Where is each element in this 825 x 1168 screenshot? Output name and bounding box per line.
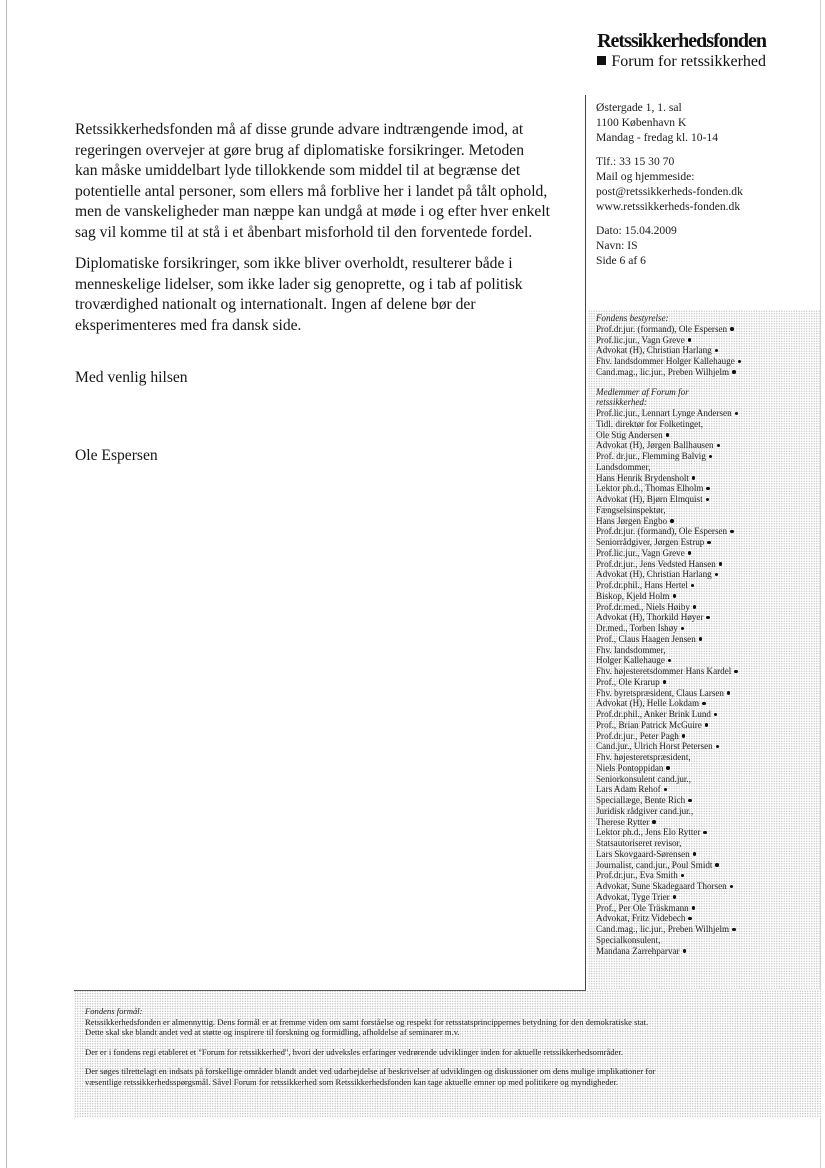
- member-name: Prof.dr.jur. (formand), Ole Espersen: [596, 526, 728, 537]
- bullet-dot-icon: [693, 852, 697, 856]
- bullet-dot-icon: [730, 885, 734, 889]
- bullet-dot-icon: [688, 917, 692, 921]
- org-name: Retssikkerhedsfonden: [597, 30, 766, 52]
- member-name: Fhv. landsdommer Holger Kallehauge: [596, 356, 735, 366]
- member-entry: [596, 806, 821, 817]
- member-entry: [596, 709, 821, 720]
- member-name: Prof.dr.med., Niels Høiby: [596, 601, 690, 612]
- member-name: Dr.med., Torben Ishøy: [596, 623, 678, 633]
- square-bullet-icon: [597, 56, 606, 65]
- member-name: Advokat, Sune Skadegaard Thorsen: [596, 881, 727, 891]
- member-entry: [596, 345, 821, 356]
- bullet-dot-icon: [738, 360, 742, 364]
- paragraph-line: menneskelige lidelser, som ikke lader sig genoprette, og i tab af politisk: [75, 275, 523, 293]
- footer-heading: Fondens formål:: [85, 1006, 143, 1016]
- member-name: Biskop, Kjeld Holm: [596, 590, 670, 601]
- member-name: Cand.jur., Ulrich Horst Petersen: [596, 741, 713, 752]
- column-divider: [585, 95, 586, 990]
- member-entry: [596, 591, 821, 602]
- member-entry: [596, 494, 821, 505]
- member-name: Fhv. højesteretspræsident,: [596, 752, 691, 762]
- bullet-dot-icon: [705, 723, 709, 727]
- members-column: [596, 313, 821, 956]
- member-entry: [596, 559, 821, 570]
- member-name: Prof., Ole Krarup: [596, 676, 660, 687]
- member-name: Prof.dr.jur. (formand), Ole Espersen: [596, 323, 728, 334]
- bullet-dot-icon: [706, 616, 710, 620]
- bullet-dot-icon: [668, 659, 672, 663]
- member-entry: [596, 763, 821, 774]
- member-entry: [596, 946, 821, 957]
- member-entry: [596, 356, 821, 367]
- footer-line: væsentlige retssikkerhedsspørgsmål. Såvel Forum for retssikkerhed som Retssikkerhedsfonden kan tage aktuelle emner op med politikere og myndigheder.: [85, 1076, 619, 1087]
- member-name: Lektor ph.d., Thomas Elholm: [596, 483, 704, 494]
- member-entry: [596, 430, 821, 441]
- bullet-dot-icon: [673, 895, 677, 899]
- member-entry: [596, 612, 821, 623]
- member-entry: [596, 569, 821, 580]
- member-name: Landsdommer,: [596, 461, 651, 472]
- letter-date: Dato: 15.04.2009: [596, 224, 677, 237]
- bullet-dot-icon: [730, 530, 734, 534]
- member-name: Prof.lic.jur., Lennart Lynge Andersen: [596, 408, 732, 418]
- member-name: Prof., Brian Patrick McGuire: [596, 719, 702, 730]
- member-name: Lars Adam Rehof: [596, 784, 661, 795]
- member-name: Advokat (H), Christian Harlang: [596, 569, 712, 580]
- bullet-dot-icon: [673, 594, 677, 598]
- member-name: Fhv. højesteretsdommer Hans Kardel: [596, 666, 732, 676]
- address-street: Østergade 1, 1. sal: [596, 101, 682, 114]
- member-name: Advokat (H), Thorkild Høyer: [596, 612, 704, 623]
- member-entry: [596, 408, 821, 419]
- member-entry: [596, 913, 821, 924]
- member-entry: [596, 645, 821, 656]
- phone-number: Tlf.: 33 15 30 70: [596, 155, 675, 168]
- member-name: Prof.dr.jur., Jens Vedsted Hansen: [596, 558, 716, 569]
- paragraph-line: Diplomatiske forsikringer, som ikke bliver overholdt, resulterer både i: [75, 255, 513, 272]
- bullet-dot-icon: [714, 713, 718, 717]
- member-entry: [596, 849, 821, 860]
- footer-purpose: [85, 1006, 815, 1087]
- member-name: Lars Skovgaard-Sørensen: [596, 848, 690, 859]
- member-entry: [596, 548, 821, 559]
- paragraph-line: men de vanskeligheder man næppe kan undgå at møde i og efter hver enkelt: [75, 203, 551, 220]
- member-entry: [596, 526, 821, 537]
- footer-line: Dette skal ske blandt andet ved at støtte og inspirere til forskning og formidling, afholdelse af seminarer m.v.: [85, 1027, 460, 1037]
- member-name: Specialkonsulent,: [596, 934, 661, 945]
- member-name: Prof.lic.jur., Vagn Greve: [596, 547, 685, 558]
- bullet-dot-icon: [682, 734, 686, 738]
- org-subtitle: [586, 53, 766, 71]
- paragraph-line: sag vil komme til at stå i et åbenbart misforhold til den forventede fordel.: [75, 223, 533, 241]
- member-entry: [596, 324, 821, 335]
- closing-greeting: Med venlig hilsen: [75, 369, 188, 386]
- bullet-dot-icon: [693, 605, 697, 609]
- member-entry: [596, 827, 821, 838]
- member-name: Journalist, cand.jur., Poul Smidt: [596, 859, 713, 870]
- paragraph-line: troværdighed nationalt og internationalt. Ingen af delene bør der: [75, 296, 476, 313]
- bullet-dot-icon: [727, 691, 731, 695]
- member-entry: [596, 741, 821, 752]
- bullet-dot-icon: [692, 476, 696, 480]
- footer-divider: [74, 990, 586, 991]
- member-entry: [596, 881, 821, 892]
- member-entry: [596, 602, 821, 613]
- member-entry: [596, 698, 821, 709]
- member-entry: [596, 752, 821, 763]
- member-name: Hans Jørgen Engbo: [596, 515, 668, 526]
- member-entry: [596, 537, 821, 548]
- contact-block: [596, 100, 821, 268]
- signature-name: Ole Espersen: [75, 447, 158, 464]
- member-entry: [596, 935, 821, 946]
- member-name: Prof., Claus Haagen Jensen: [596, 633, 696, 644]
- member-name: Statsautoriseret revisor,: [596, 838, 682, 848]
- author-initials: Navn: IS: [596, 239, 638, 252]
- bullet-dot-icon: [670, 519, 674, 523]
- member-entry: [596, 462, 821, 473]
- paragraph-line: Retssikkerhedsfonden må af disse grunde advare indtrængende imod, at: [75, 121, 524, 138]
- bullet-dot-icon: [734, 670, 738, 674]
- member-name: Prof.dr.phil., Anker Brink Lund: [596, 709, 711, 719]
- member-name: Prof. dr.jur., Flemming Balvig: [596, 451, 706, 461]
- bullet-dot-icon: [683, 949, 687, 953]
- bullet-dot-icon: [730, 327, 734, 331]
- paragraph-line: eksperimenteres med fra dansk side.: [75, 316, 302, 334]
- bullet-dot-icon: [702, 702, 706, 706]
- bullet-dot-icon: [706, 487, 710, 491]
- bullet-dot-icon: [664, 788, 668, 792]
- member-entry: [596, 677, 821, 688]
- member-name: Speciallæge, Bente Rich: [596, 795, 686, 805]
- member-entry: [596, 666, 821, 677]
- member-entry: [596, 774, 821, 785]
- member-name: Cand.mag., lic.jur., Preben Wilhjelm: [596, 924, 730, 934]
- member-entry: [596, 924, 821, 935]
- member-entry: [596, 892, 821, 903]
- member-entry: [596, 440, 821, 451]
- bullet-dot-icon: [716, 745, 720, 749]
- member-name: Mandana Zarrehparvar: [596, 945, 680, 956]
- footer-line: Der er i fondens regi etableret et "Forum for retssikkerhed", hvori der udveksles erfaringer vedrørende udviklinger inden for aktuelle retssikkerhedsområder.: [85, 1046, 623, 1057]
- paragraph-1: [75, 120, 565, 243]
- bullet-dot-icon: [652, 820, 656, 824]
- bullet-dot-icon: [691, 584, 695, 588]
- footer-line: Retssikkerhedsfonden er almennyttig. Dens formål er at fremme viden om samt forståelse og respekt for retsstatsprincippernes betydning for den demokratiske stat.: [85, 1016, 649, 1027]
- bullet-dot-icon: [706, 498, 710, 502]
- member-entry: [596, 817, 821, 828]
- bullet-dot-icon: [666, 433, 670, 437]
- bullet-dot-icon: [735, 412, 739, 416]
- member-name: Juridisk rådgiver cand.jur.,: [596, 805, 694, 816]
- bullet-dot-icon: [681, 874, 685, 878]
- member-name: Ole Stig Andersen: [596, 429, 663, 440]
- member-entry: [596, 784, 821, 795]
- paragraph-2: [75, 254, 565, 336]
- bullet-dot-icon: [688, 551, 692, 555]
- member-name: Cand.mag., lic.jur., Preben Wilhjelm: [596, 366, 730, 377]
- member-name: Prof.dr.jur., Peter Pagh: [596, 730, 679, 741]
- page-number: Side 6 af 6: [596, 254, 646, 267]
- member-entry: [596, 634, 821, 645]
- member-entry: [596, 335, 821, 346]
- bullet-dot-icon: [681, 627, 685, 631]
- member-name: Holger Kallehauge: [596, 655, 665, 666]
- member-name: Fhv. byretspræsident, Claus Larsen: [596, 687, 724, 698]
- bullet-dot-icon: [688, 338, 692, 342]
- member-entry: [596, 505, 821, 516]
- member-name: Prof.dr.jur., Eva Smith: [596, 870, 678, 881]
- member-name: Advokat, Fritz Videbech: [596, 913, 686, 924]
- member-entry: [596, 516, 821, 527]
- office-hours: Mandag - fredag kl. 10-14: [596, 131, 719, 144]
- bullet-dot-icon: [703, 831, 707, 835]
- bullet-dot-icon: [688, 799, 692, 803]
- member-name: Prof.lic.jur., Vagn Greve: [596, 334, 685, 345]
- member-entry: [596, 655, 821, 666]
- paragraph-line: regeringen overvejer at gøre brug af diplomatiske forsikringer. Metoden: [75, 141, 525, 159]
- bullet-dot-icon: [709, 455, 713, 459]
- bullet-dot-icon: [692, 906, 696, 910]
- bullet-dot-icon: [715, 863, 719, 867]
- website-address: www.retssikkerheds-fonden.dk: [596, 200, 741, 213]
- bullet-dot-icon: [732, 928, 736, 932]
- member-entry: [596, 483, 821, 494]
- email-address: post@retssikkerheds-fonden.dk: [596, 185, 743, 198]
- member-entry: [596, 903, 821, 914]
- forum-list: [596, 408, 821, 956]
- member-name: Therese Rytter: [596, 816, 650, 827]
- member-entry: [596, 580, 821, 591]
- bullet-dot-icon: [719, 562, 723, 566]
- member-name: Hans Henrik Brydensholt: [596, 472, 689, 483]
- bullet-dot-icon: [715, 573, 719, 577]
- board-list: [596, 324, 821, 378]
- member-name: Prof.dr.phil., Hans Hertel: [596, 580, 688, 590]
- forum-heading-line-1: Medlemmer af Forum for: [596, 386, 689, 397]
- paragraph-line: kan måske umiddelbart lyde tillokkende som middel til at begrænse det: [75, 162, 521, 179]
- member-entry: [596, 731, 821, 742]
- address-city: 1100 København K: [596, 116, 687, 129]
- member-entry: [596, 720, 821, 731]
- bullet-dot-icon: [717, 444, 721, 448]
- scan-edge-line: [6, 0, 7, 1168]
- member-name: Advokat (H), Helle Lokdam: [596, 698, 700, 709]
- member-name: Advokat (H), Jørgen Ballhausen: [596, 440, 714, 451]
- paragraph-line: potentielle antal personer, som ellers må forblive her i landet på tålt ophold,: [75, 182, 548, 200]
- member-entry: [596, 419, 821, 430]
- member-name: Fængselsinspektør,: [596, 504, 666, 515]
- member-name: Advokat (H), Bjørn Elmquist: [596, 494, 703, 504]
- member-entry: [596, 367, 821, 378]
- footer-line: Der søges tilrettelagt en indsats på forskellige områder blandt andet ved udarbejdelse af beskrivelser af udviklingen og diskussioner om dens mulige implikationer for: [85, 1066, 656, 1076]
- forum-heading-line-2: retssikkerhed:: [596, 397, 648, 408]
- member-name: Advokat (H), Christian Harlang: [596, 345, 712, 356]
- bullet-dot-icon: [699, 637, 703, 641]
- member-name: Seniorkonsulent cand.jur.,: [596, 773, 691, 784]
- member-entry: [596, 473, 821, 484]
- bullet-dot-icon: [707, 541, 711, 545]
- member-name: Lektor ph.d., Jens Elo Rytter: [596, 827, 701, 838]
- bullet-dot-icon: [715, 349, 719, 353]
- member-entry: [596, 860, 821, 871]
- bullet-dot-icon: [666, 766, 670, 770]
- member-name: Advokat, Tyge Trier: [596, 891, 670, 902]
- member-name: Niels Pontoppidan: [596, 762, 664, 773]
- bullet-dot-icon: [732, 370, 736, 374]
- member-entry: [596, 451, 821, 462]
- member-entry: [596, 688, 821, 699]
- member-name: Prof., Per Ole Träskmann: [596, 902, 689, 913]
- member-entry: [596, 623, 821, 634]
- member-entry: [596, 795, 821, 806]
- member-entry: [596, 838, 821, 849]
- member-name: Tidl. direktør for Folketinget,: [596, 418, 704, 429]
- member-name: Fhv. landsdommer,: [596, 644, 666, 655]
- mail-label: Mail og hjemmeside:: [596, 170, 695, 183]
- board-heading: Fondens bestyrelse:: [596, 313, 669, 323]
- member-entry: [596, 870, 821, 881]
- bullet-dot-icon: [663, 680, 667, 684]
- member-name: Seniorrådgiver, Jørgen Estrup: [596, 537, 705, 547]
- org-subtitle-text: Forum for retssikkerhed: [611, 53, 766, 70]
